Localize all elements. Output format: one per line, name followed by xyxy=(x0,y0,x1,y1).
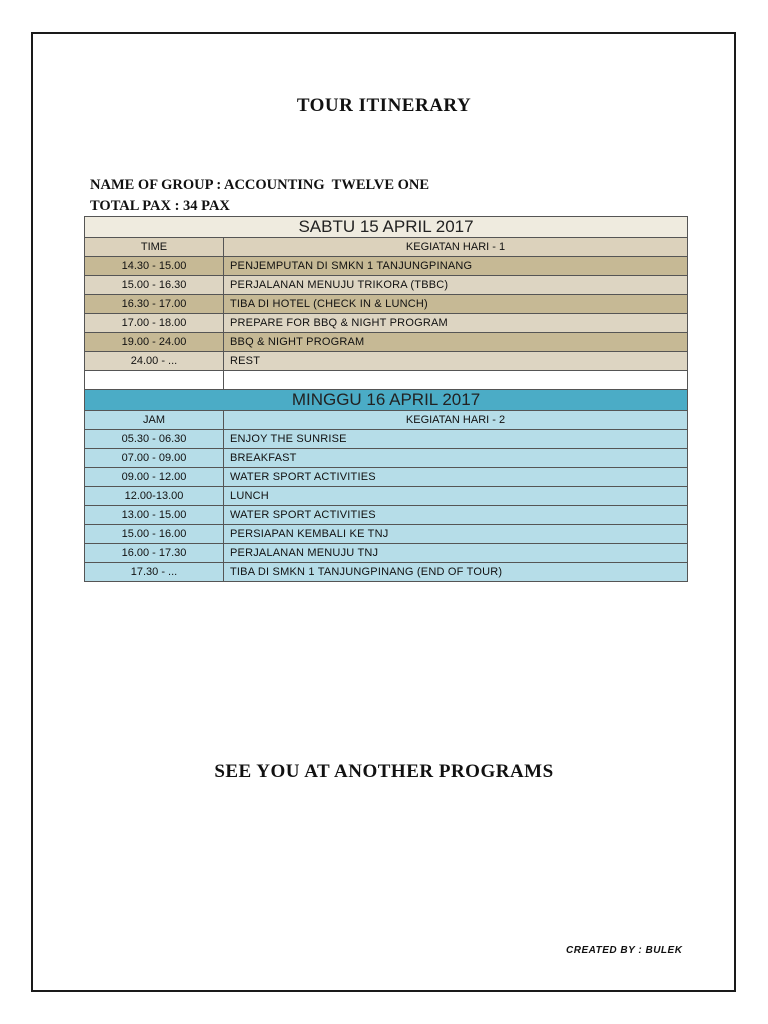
table-row xyxy=(85,506,688,525)
activity-cell: TIBA DI SMKN 1 TANJUNGPINANG (END OF TOUR) xyxy=(224,563,688,582)
author-credit: CREATED BY : BULEK xyxy=(566,945,683,956)
table-row xyxy=(85,352,688,371)
day2-activity-header: KEGIATAN HARI - 2 xyxy=(224,411,688,430)
day2-header-row xyxy=(85,390,688,411)
group-name: NAME OF GROUP : ACCOUNTING TWELVE ONE xyxy=(90,177,430,193)
empty-cell xyxy=(85,371,224,390)
closing-message: SEE YOU AT ANOTHER PROGRAMS xyxy=(214,761,554,782)
time-cell: 05.30 - 06.30 xyxy=(85,430,224,449)
activity-cell: PERJALANAN MENUJU TNJ xyxy=(224,544,688,563)
day1-column-headers xyxy=(85,238,688,257)
time-cell: 07.00 - 09.00 xyxy=(85,449,224,468)
day1-header: SABTU 15 APRIL 2017 xyxy=(85,217,688,238)
empty-cell xyxy=(224,371,688,390)
day2-header: MINGGU 16 APRIL 2017 xyxy=(85,390,688,411)
time-cell: 17.00 - 18.00 xyxy=(85,314,224,333)
table-row xyxy=(85,430,688,449)
activity-cell: PREPARE FOR BBQ & NIGHT PROGRAM xyxy=(224,314,688,333)
time-cell: 12.00-13.00 xyxy=(85,487,224,506)
time-cell: 24.00 - ... xyxy=(85,352,224,371)
activity-cell: BREAKFAST xyxy=(224,449,688,468)
table-row xyxy=(85,314,688,333)
table-row xyxy=(85,257,688,276)
activity-cell: BBQ & NIGHT PROGRAM xyxy=(224,333,688,352)
day1-header-row xyxy=(85,217,688,238)
activity-cell: ENJOY THE SUNRISE xyxy=(224,430,688,449)
table-row xyxy=(85,468,688,487)
activity-cell: WATER SPORT ACTIVITIES xyxy=(224,468,688,487)
time-cell: 09.00 - 12.00 xyxy=(85,468,224,487)
group-info xyxy=(90,175,429,217)
table-row xyxy=(85,295,688,314)
activity-cell: PERJALANAN MENUJU TRIKORA (TBBC) xyxy=(224,276,688,295)
time-cell: 13.00 - 15.00 xyxy=(85,506,224,525)
day1-activity-header: KEGIATAN HARI - 1 xyxy=(224,238,688,257)
table-row xyxy=(85,487,688,506)
page-title: TOUR ITINERARY xyxy=(296,95,472,116)
time-cell: 15.00 - 16.00 xyxy=(85,525,224,544)
day1-time-header: TIME xyxy=(85,238,224,257)
activity-cell: TIBA DI HOTEL (CHECK IN & LUNCH) xyxy=(224,295,688,314)
table-row xyxy=(85,525,688,544)
table-row xyxy=(85,563,688,582)
spacer-row xyxy=(85,371,688,390)
table-row xyxy=(85,449,688,468)
day1-section xyxy=(85,217,688,390)
time-cell: 17.30 - ... xyxy=(85,563,224,582)
table-row xyxy=(85,544,688,563)
time-cell: 14.30 - 15.00 xyxy=(85,257,224,276)
time-cell: 16.30 - 17.00 xyxy=(85,295,224,314)
itinerary-table xyxy=(84,216,688,582)
activity-cell: PERSIAPAN KEMBALI KE TNJ xyxy=(224,525,688,544)
day2-time-header: JAM xyxy=(85,411,224,430)
table-row xyxy=(85,333,688,352)
table-row xyxy=(85,276,688,295)
day2-column-headers xyxy=(85,411,688,430)
activity-cell: PENJEMPUTAN DI SMKN 1 TANJUNGPINANG xyxy=(224,257,688,276)
time-cell: 15.00 - 16.30 xyxy=(85,276,224,295)
day2-section xyxy=(85,390,688,582)
activity-cell: LUNCH xyxy=(224,487,688,506)
time-cell: 19.00 - 24.00 xyxy=(85,333,224,352)
total-pax: TOTAL PAX : 34 PAX xyxy=(90,198,230,214)
time-cell: 16.00 - 17.30 xyxy=(85,544,224,563)
activity-cell: REST xyxy=(224,352,688,371)
activity-cell: WATER SPORT ACTIVITIES xyxy=(224,506,688,525)
